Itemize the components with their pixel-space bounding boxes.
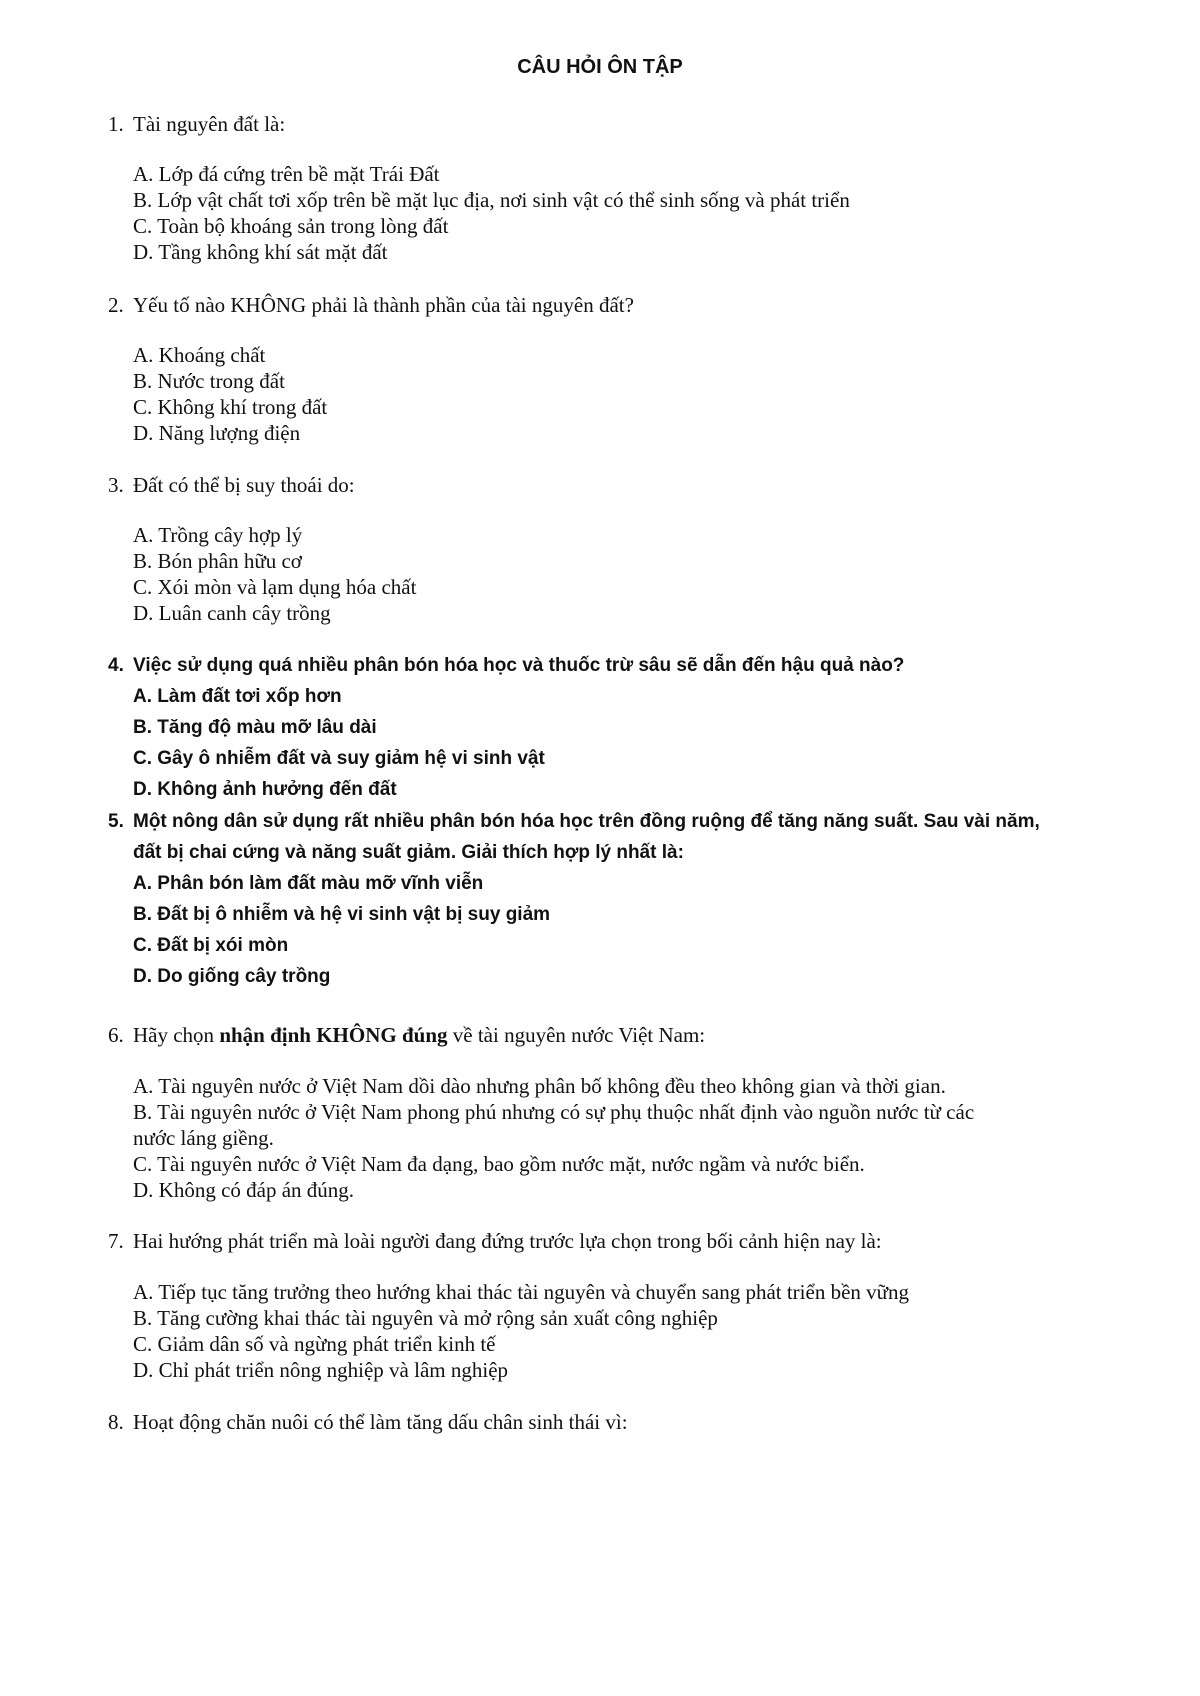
question-5-prompt-line-1: Một nông dân sử dụng rất nhiều phân bón hóa học trên đồng ruộng để tăng năng suất. Sau vài năm, [133,811,1040,832]
question-7-number: 7. [108,1229,124,1253]
question-4-prompt: Việc sử dụng quá nhiều phân bón hóa học và thuốc trừ sâu sẽ dẫn đến hậu quả nào? [133,655,905,676]
question-3-option-d: D. Luân canh cây trồng [133,601,331,625]
question-6-option-b: B. Tài nguyên nước ở Việt Nam phong phú nhưng có sự phụ thuộc nhất định vào nguồn nước từ các [133,1100,975,1124]
question-3-option-b: B. Bón phân hữu cơ [133,549,302,573]
question-4-option-b: B. Tăng độ màu mỡ lâu dài [133,717,377,738]
question-2-option-c: C. Không khí trong đất [133,395,328,419]
question-6-prompt-after: về tài nguyên nước Việt Nam: [447,1023,706,1047]
question-8-prompt: Hoạt động chăn nuôi có thể làm tăng dấu chân sinh thái vì: [133,1410,628,1434]
question-6-option-d: D. Không có đáp án đúng. [133,1178,355,1202]
question-5-prompt-line-2: đất bị chai cứng và năng suất giảm. Giải thích hợp lý nhất là: [133,842,684,863]
question-6-number: 6. [108,1023,124,1047]
question-4-option-d: D. Không ảnh hưởng đến đất [133,779,397,800]
question-1-prompt: Tài nguyên đất là: [133,112,286,136]
question-3-option-a: A. Trồng cây hợp lý [133,523,303,547]
question-7-option-b: B. Tăng cường khai thác tài nguyên và mở rộng sản xuất công nghiệp [133,1306,718,1330]
question-3-prompt: Đất có thể bị suy thoái do: [133,473,355,497]
document-title: CÂU HỎI ÔN TẬP [517,56,683,78]
question-2-option-b: B. Nước trong đất [133,369,285,393]
question-6-prompt [133,1023,705,1047]
question-7-prompt: Hai hướng phát triển mà loài người đang đứng trước lựa chọn trong bối cảnh hiện nay là: [133,1229,882,1253]
question-6-option-b-continued: nước láng giềng. [133,1126,274,1150]
question-5-number: 5. [108,811,124,832]
question-3-number: 3. [108,473,124,497]
question-6-option-a: A. Tài nguyên nước ở Việt Nam dồi dào nhưng phân bố không đều theo không gian và thời gian. [133,1074,946,1098]
question-8-number: 8. [108,1410,124,1434]
question-3-option-c: C. Xói mòn và lạm dụng hóa chất [133,575,417,599]
question-7-option-a: A. Tiếp tục tăng trưởng theo hướng khai thác tài nguyên và chuyển sang phát triển bền vững [133,1280,910,1304]
question-2-prompt: Yếu tố nào KHÔNG phải là thành phần của tài nguyên đất? [133,293,634,317]
question-4-option-c: C. Gây ô nhiễm đất và suy giảm hệ vi sinh vật [133,748,545,769]
question-4-number: 4. [108,655,124,676]
question-6-prompt-before: Hãy chọn [133,1023,220,1047]
question-6-prompt-emphasis: nhận định KHÔNG đúng [219,1023,448,1047]
question-5-option-d: D. Do giống cây trồng [133,966,331,987]
question-6-option-c: C. Tài nguyên nước ở Việt Nam đa dạng, bao gồm nước mặt, nước ngầm và nước biển. [133,1152,865,1176]
question-2-option-d: D. Năng lượng điện [133,421,301,445]
question-5-option-a: A. Phân bón làm đất màu mỡ vĩnh viễn [133,873,484,894]
question-5-option-c: C. Đất bị xói mòn [133,935,289,956]
question-1-option-c: C. Toàn bộ khoáng sản trong lòng đất [133,214,449,238]
question-5-option-b: B. Đất bị ô nhiễm và hệ vi sinh vật bị suy giảm [133,904,551,925]
question-1-option-d: D. Tầng không khí sát mặt đất [133,240,388,264]
question-1-number: 1. [108,112,124,136]
question-2-option-a: A. Khoáng chất [133,343,266,367]
question-4-option-a: A. Làm đất tơi xốp hơn [133,686,342,707]
question-7-option-c: C. Giảm dân số và ngừng phát triển kinh tế [133,1332,496,1356]
question-1-option-a: A. Lớp đá cứng trên bề mặt Trái Đất [133,162,440,186]
question-2-number: 2. [108,293,124,317]
question-7-option-d: D. Chỉ phát triển nông nghiệp và lâm nghiệp [133,1358,509,1382]
question-1-option-b: B. Lớp vật chất tơi xốp trên bề mặt lục địa, nơi sinh vật có thể sinh sống và phát triển [133,188,850,212]
